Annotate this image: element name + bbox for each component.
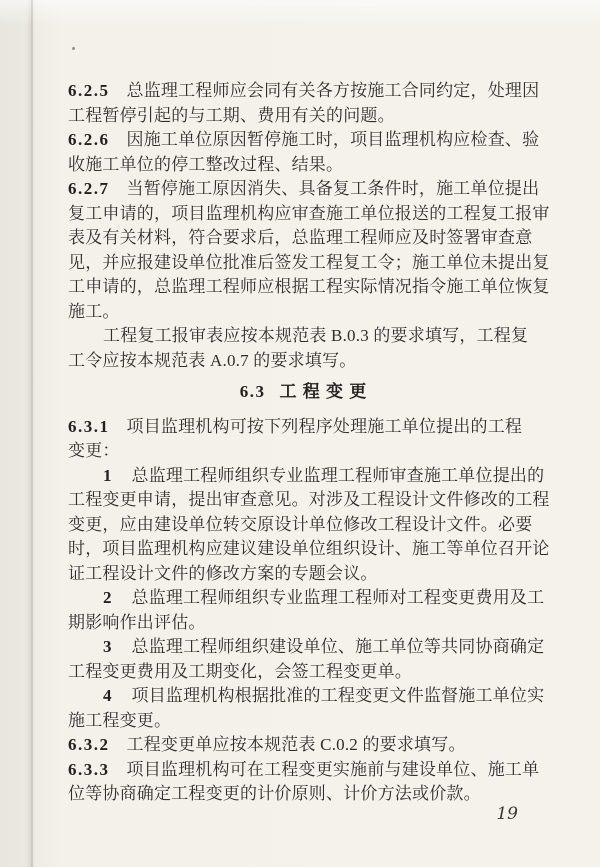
scan-speck-artifact xyxy=(72,47,75,50)
text-line xyxy=(68,464,545,489)
text-line xyxy=(68,439,539,464)
line-text: 施工。 xyxy=(68,301,120,321)
clause-number: 2 xyxy=(103,588,112,607)
text-line xyxy=(68,128,539,153)
line-text: 当暂停施工原因消失、具备复工条件时，施工单位提出 xyxy=(126,179,540,198)
section-heading xyxy=(68,380,539,405)
line-text: 变更，应由建设单位转交原设计单位修改工程设计文件。必要 xyxy=(68,514,533,534)
line-text: 工程暂停引起的与工期、费用有关的问题。 xyxy=(68,105,395,125)
line-text: 时，项目监理机构应建议建设单位组织设计、施工等单位召开论 xyxy=(68,539,550,558)
line-text: 总监理工程师应会同有关各方按施工合同约定，处理因 xyxy=(126,81,540,100)
line-text: 复工申请的，项目监理机构应审查施工单位报送的工程复工报审 xyxy=(68,203,550,223)
clause-number: 6.2.5 xyxy=(68,81,110,100)
text-line xyxy=(68,635,545,660)
text-line xyxy=(68,415,539,440)
text-line xyxy=(68,177,539,202)
section-number: 6.3 xyxy=(239,382,266,401)
text-line xyxy=(68,611,539,636)
line-text: 工程变更单应按本规范表 C.0.2 的要求填写。 xyxy=(126,735,466,754)
clause-number: 6.2.6 xyxy=(68,130,110,149)
clause-number: 6.3.3 xyxy=(68,759,110,779)
line-text: 项目监理机构可按下列程序处理施工单位提出的工程 xyxy=(126,416,523,436)
text-line xyxy=(68,324,539,349)
text-line xyxy=(68,104,539,129)
line-text: 表及有关材料，符合要求后，总监理工程师应及时签署审查意 xyxy=(68,228,533,247)
text-line xyxy=(68,733,539,758)
text-line xyxy=(68,758,539,783)
text-line xyxy=(68,349,539,374)
clause-number: 3 xyxy=(103,637,112,656)
scan-edge-shadow xyxy=(31,0,33,867)
line-text: 见，并应报建设单位批准后签发工程复工令；施工单位未提出复 xyxy=(68,252,550,272)
text-line xyxy=(68,275,550,300)
clause-number: 6.2.7 xyxy=(68,179,110,198)
line-text: 总监理工程师组织建设单位、施工单位等共同协商确定 xyxy=(131,637,545,656)
line-text: 工申请的，总监理工程师应根据工程实际情况指令施工单位恢复 xyxy=(68,277,550,296)
line-text: 证工程设计文件的修改方案的专题会议。 xyxy=(68,563,378,583)
line-text: 项目监理机构可在工程变更实施前与建设单位、施工单 xyxy=(126,759,540,779)
clause-number: 1 xyxy=(103,465,112,485)
line-text: 变更： xyxy=(68,441,120,460)
line-text: 工程复工报审表应按本规范表 B.0.3 的要求填写，工程复 xyxy=(103,326,529,345)
line-text: 位等协商确定工程变更的计价原则、计价方法或价款。 xyxy=(68,784,481,803)
text-line xyxy=(68,684,545,709)
text-line xyxy=(68,513,539,538)
text-line xyxy=(68,488,550,513)
line-text: 施工程变更。 xyxy=(68,710,172,730)
page-number: 19 xyxy=(496,804,518,824)
text-block xyxy=(68,79,550,807)
text-line xyxy=(68,660,539,685)
text-line xyxy=(68,537,550,562)
text-line xyxy=(68,586,545,611)
line-text: 收施工单位的停工整改过程、结果。 xyxy=(68,154,344,174)
line-text: 总监理工程师组织专业监理工程师审查施工单位提出的 xyxy=(131,465,545,485)
clause-number: 4 xyxy=(103,686,112,705)
line-text: 工 程 变 更 xyxy=(279,382,368,401)
text-line xyxy=(68,79,539,104)
line-text: 总监理工程师组织专业监理工程师对工程变更费用及工 xyxy=(131,588,545,607)
text-line xyxy=(68,300,539,325)
text-line xyxy=(68,251,550,276)
clause-number: 6.3.1 xyxy=(68,416,110,436)
text-line xyxy=(68,226,539,251)
text-line xyxy=(68,782,539,807)
line-text: 工程变更申请，提出审查意见。对涉及工程设计文件修改的工程 xyxy=(68,490,550,509)
line-text: 工令应按本规范表 A.0.7 的要求填写。 xyxy=(68,350,357,370)
text-line xyxy=(68,709,539,734)
line-text: 期影响作出评估。 xyxy=(68,612,206,632)
line-text: 工程变更费用及工期变化，会签工程变更单。 xyxy=(68,661,412,681)
line-text: 因施工单位原因暂停施工时，项目监理机构应检查、验 xyxy=(126,130,540,149)
text-line xyxy=(68,153,539,178)
text-line xyxy=(68,202,550,227)
clause-number: 6.3.2 xyxy=(68,735,110,754)
line-text: 项目监理机构根据批准的工程变更文件监督施工单位实 xyxy=(131,686,545,705)
text-line xyxy=(68,562,539,587)
